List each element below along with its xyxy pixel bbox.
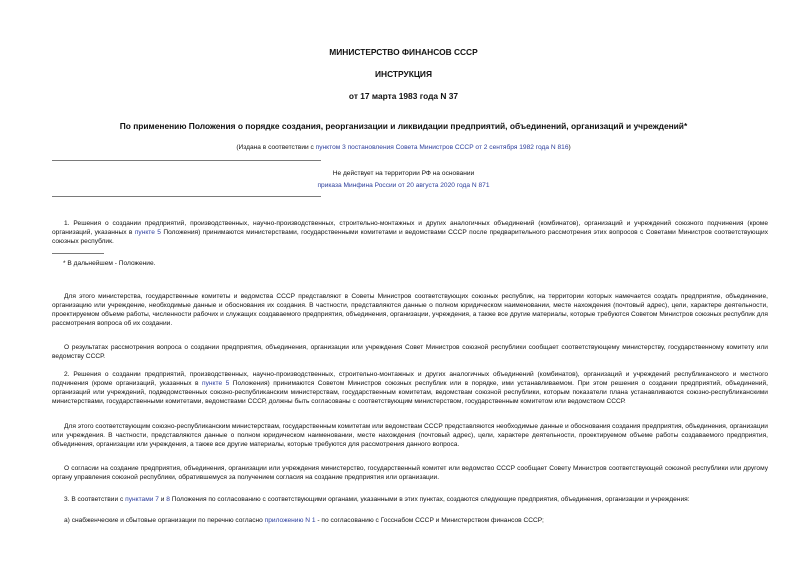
doc-date: от 17 марта 1983 года N 37 bbox=[348, 91, 459, 101]
paragraph-4 bbox=[52, 370, 768, 406]
paragraph-3: О результатах рассмотрения вопроса о создании предприятия, объединения, организации или учреждения Совет Министров союзной республики сообщает соответствующему министерству, государственному комитету или ведомству СССР. bbox=[52, 344, 768, 360]
issued-prefix: (Издана в соответствии с bbox=[236, 144, 316, 151]
paragraph-7 bbox=[52, 495, 768, 504]
p7-link-2[interactable]: 8 bbox=[166, 496, 170, 503]
issued-note bbox=[0, 143, 807, 152]
p8-text-b: - по согласованию с Госснабом СССР и Министерством финансов СССР; bbox=[315, 517, 544, 524]
paragraph-8 bbox=[52, 516, 768, 525]
ministry-heading: МИНИСТЕРСТВО ФИНАНСОВ СССР bbox=[329, 47, 478, 57]
doc-title: По применению Положения о порядке создания, реорганизации и ликвидации предприятий, объединений, организаций и учреждений* bbox=[119, 121, 688, 131]
issued-suffix: ) bbox=[568, 144, 571, 151]
p4-text-b: Положения) принимаются Советом Министров союзных республик или в порядке, ими устанавливаемом. При этом решения о создании предприятий, объединений, организаций или учреждений, подведомственных союзно-республиканским министерствам, государственным комитетам, ведомствам союзной республики, которым показатели плана устанавливаются союзно-республиканскими министерствами, государственными комитетами, ведомствами СССР, должны быть согласованы с соответствующим министерством, государственным комитетом или ведомством СССР. bbox=[52, 380, 768, 405]
p8-link[interactable]: приложению N 1 bbox=[264, 517, 316, 524]
issued-link[interactable]: пунктом 3 постановления Совета Министров СССР от 2 сентября 1982 года N 816 bbox=[315, 144, 569, 151]
p1-text-a: 1. Решения о создании предприятий, производственных, научно-производственных, строительно-монтажных и других аналогичных объединений (комбинатов), организаций и учреждений союзного подчинения (кроме организаций, указанных в bbox=[52, 220, 768, 236]
status-link-wrap bbox=[0, 181, 807, 190]
footnote-rule bbox=[52, 253, 104, 254]
status-link[interactable]: приказа Минфина России от 20 августа 2020 года N 871 bbox=[317, 182, 490, 189]
status-line: Не действует на территории РФ на основании bbox=[332, 170, 475, 177]
divider-top bbox=[52, 160, 321, 161]
paragraph-1 bbox=[52, 219, 768, 246]
divider-bottom bbox=[52, 196, 321, 197]
p4-link[interactable]: пункте 5 bbox=[202, 380, 230, 387]
p1-text-b: Положения) принимаются министерствами, государственными комитетами и ведомствами СССР после предварительного рассмотрения этих вопросов с Советами Министров соответствующих союзных республик. bbox=[52, 229, 768, 245]
paragraph-5: Для этого соответствующим союзно-республиканским министерствам, государственным комитетам или ведомствам СССР представляются необходимые данные и обоснования создания предприятия, объединения, организации или учреждения. В частности, представляются данные о полном юридическом наименовании, месте нахождения (почтовый адрес), цели, характере деятельности, проектируемом объеме работы создаваемого предприятия, объединения, организации или учреждения, а также все другие материалы, которые требуются для рассмотрения данного вопроса. bbox=[52, 423, 768, 448]
paragraph-6: О согласии на создание предприятия, объединения, организации или учреждения министерство, государственный комитет или ведомство СССР сообщает Совету Министров соответствующей союзной республики или другому органу управления союзной республики, обратившемуся за получением согласия на создание предприятия или организации. bbox=[52, 465, 768, 481]
p7-text-a: 3. В соответствии с bbox=[64, 496, 126, 503]
p1-link[interactable]: пункте 5 bbox=[134, 229, 161, 236]
p7-text-mid: и bbox=[158, 496, 167, 503]
p7-text-b: Положения по согласованию с соответствующими органами, указанными в этих пунктах, создаются следующие предприятия, объединения, организации и учреждения: bbox=[169, 496, 690, 503]
footnote: * В дальнейшем - Положение. bbox=[63, 260, 156, 267]
p4-text-a: 2. Решения о создании предприятий, производственных, научно-производственных, строительно-монтажных и других аналогичных объединений (комбинатов), организаций и учреждений республиканского и местного подчинения (кроме организаций, указанных в bbox=[52, 371, 768, 387]
paragraph-2: Для этого министерства, государственные комитеты и ведомства СССР представляют в Советы Министров соответствующих союзных республик, на территории которых намечается создать предприятие, объединение, организацию или учреждение, необходимые данные и обоснования их создания. В частности, представляются данные о полном юридическом наименовании, месте нахождения (почтовый адрес), цели, характере деятельности, проектируемом объеме работы, численности рабочих и служащих создаваемого предприятия, объединения, организации, учреждения, а также все другие материалы, которые требуются Советом Министров союзных республик для рассмотрения вопроса об их создании. bbox=[52, 293, 768, 327]
p8-text-a: а) снабженческие и сбытовые организации по перечню согласно bbox=[64, 517, 265, 524]
p7-link-1[interactable]: пунктами 7 bbox=[125, 496, 159, 503]
doc-type-heading: ИНСТРУКЦИЯ bbox=[375, 69, 432, 79]
